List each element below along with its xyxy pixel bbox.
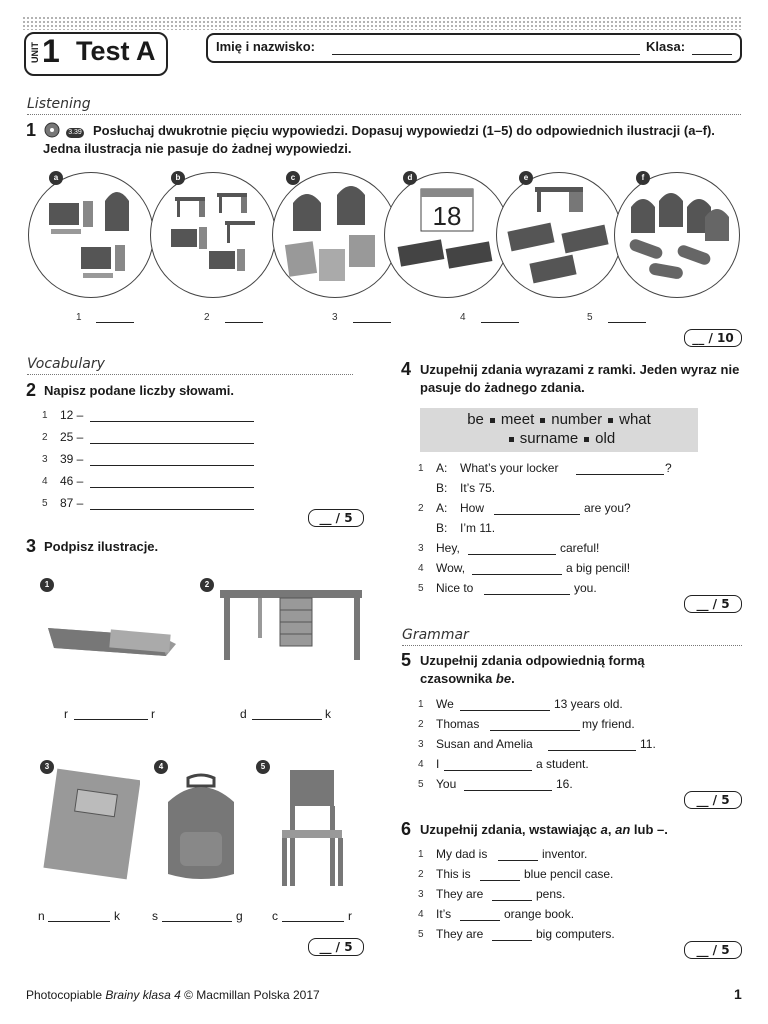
list-item [42, 408, 272, 430]
unit-label: UNIT [30, 42, 40, 64]
picture-c [272, 172, 398, 298]
name-label: Imię i nazwisko: [216, 39, 315, 54]
word: meet [500, 411, 535, 428]
list-item [418, 521, 718, 541]
q6-instruction-em: a [600, 822, 608, 837]
answer-field[interactable] [492, 940, 532, 941]
item-text: I’m 11. [460, 521, 496, 535]
footer-pre: Photocopiable [26, 988, 103, 1002]
item-text: Wow, [436, 561, 466, 575]
answer-field[interactable] [460, 920, 500, 921]
item-text: my friend. [582, 717, 635, 731]
section-vocabulary: Vocabulary [27, 356, 105, 372]
backpacks-notebooks-illustration [273, 173, 397, 297]
speaker: A: [436, 501, 448, 515]
word: surname [519, 430, 579, 447]
q5-number: 5 [401, 650, 412, 670]
picture-label: d [403, 171, 417, 185]
answer-field[interactable] [494, 514, 580, 515]
label-start: r [64, 707, 68, 721]
class-label: Klasa: [646, 39, 686, 54]
answer-field[interactable] [548, 750, 636, 751]
answer-field[interactable] [74, 719, 148, 720]
q6-instruction-text: lub –. [633, 822, 668, 837]
backpacks-pencilcases-illustration [615, 173, 739, 297]
item-text: a student. [536, 757, 589, 771]
answer-field[interactable] [90, 509, 254, 510]
footer-book: Brainy klasa 4 [105, 988, 181, 1002]
answer-field[interactable] [576, 474, 664, 475]
answer-field[interactable] [90, 421, 254, 422]
answer-field[interactable] [252, 719, 322, 720]
item-number: 1 [42, 410, 48, 421]
q4-list [418, 461, 718, 601]
item-text: blue pencil case. [524, 867, 614, 881]
answer-field[interactable] [282, 921, 344, 922]
separator-icon [509, 437, 514, 442]
answer-field[interactable] [468, 554, 556, 555]
q5-instruction-text: Uzupełnij zdania odpowiednią formą [420, 653, 645, 668]
item-number: 5 [418, 779, 424, 790]
answer-field[interactable] [353, 322, 391, 323]
item-number: 1 [418, 699, 424, 710]
item-text: They are [436, 887, 484, 901]
item-number: 4 [42, 476, 48, 487]
word: be [467, 411, 484, 428]
desk-books-illustration [497, 173, 621, 297]
label-end: g [236, 909, 243, 923]
footer-text [26, 988, 320, 1002]
q5-instruction-em: be [495, 671, 512, 686]
section-grammar: Grammar [402, 627, 469, 643]
answer-field[interactable] [48, 921, 110, 922]
answer-field[interactable] [96, 322, 134, 323]
q5-instruction: Uzupełnij zdania odpowiednią formą czasownika be. [420, 653, 645, 686]
item-number: 3 [418, 889, 424, 900]
item-text: They are [436, 927, 484, 941]
separator-icon [608, 418, 613, 423]
answer-field[interactable] [444, 770, 532, 771]
list-item [418, 561, 718, 581]
q6-instruction-em: an [615, 822, 631, 837]
answer-field[interactable] [484, 594, 570, 595]
illustration-number: 1 [40, 578, 54, 592]
list-item [418, 757, 718, 777]
list-item [418, 541, 718, 561]
q1-instruction: Posłuchaj dwukrotnie pięciu wypowiedzi. Dopasuj wypowiedzi (1–5) do odpowiednich ilustracji (a–f). Jedna ilustracja nie pasuje do żadnej wypowiedzi. [43, 123, 715, 156]
item-text: What’s your locker [460, 461, 559, 475]
list-item [42, 452, 272, 474]
item-number: 1 [418, 463, 424, 474]
item-text: You [436, 777, 457, 791]
answer-field[interactable] [492, 900, 532, 901]
illustration-number: 5 [256, 760, 270, 774]
item-text: pens. [536, 887, 566, 901]
chair-illustration [276, 768, 346, 888]
answer-field[interactable] [225, 322, 263, 323]
q6-number: 6 [401, 819, 412, 839]
picture-label: f [636, 171, 650, 185]
list-item [418, 717, 718, 737]
word-box-row [420, 430, 698, 447]
q2-instruction: Napisz podane liczby słowami. [44, 383, 234, 398]
item-number: 5 [42, 498, 48, 509]
answer-field[interactable] [90, 465, 254, 466]
separator-icon [540, 418, 545, 423]
q1-number: 1 [26, 120, 37, 140]
item-text: It’s 75. [460, 481, 496, 495]
illustration-number: 2 [200, 578, 214, 592]
q3-number: 3 [26, 536, 37, 556]
list-item [418, 887, 718, 907]
item-text: 12 – [60, 408, 84, 422]
q5-score: __ / 5 [684, 791, 742, 809]
picture-label: e [519, 171, 533, 185]
item-text: How [460, 501, 485, 515]
answer-field[interactable] [90, 487, 254, 488]
class-field[interactable] [692, 54, 732, 55]
answer-field[interactable] [162, 921, 232, 922]
q2-number: 2 [26, 380, 37, 400]
q3-score: __ / 5 [308, 938, 364, 956]
q4-score: __ / 5 [684, 595, 742, 613]
item-text: 46 – [60, 474, 84, 488]
item-text: We [436, 697, 454, 711]
picture-e [496, 172, 622, 298]
speaker: A: [436, 461, 448, 475]
item-text: 11. [640, 737, 656, 751]
item-text: are you? [584, 501, 631, 515]
list-item [42, 496, 272, 518]
item-text: It’s [436, 907, 452, 921]
q6-instruction: Uzupełnij zdania, wstawiając a, an lub –. [420, 822, 668, 837]
item-text: Nice to [436, 581, 474, 595]
picture-f [614, 172, 740, 298]
list-item [42, 474, 272, 496]
item-text: 13 years old. [554, 697, 623, 711]
section-listening: Listening [27, 96, 91, 112]
q6-instruction-text: Uzupełnij zdania, wstawiając [420, 822, 597, 837]
header-dot-band [22, 16, 742, 30]
q5-instruction-text: czasownika [420, 671, 493, 686]
item-text: inventor. [542, 847, 588, 861]
list-item [418, 927, 718, 947]
item-number: 5 [418, 583, 424, 594]
item-text: Susan and Amelia [436, 737, 533, 751]
item-number: 2 [418, 869, 424, 880]
item-number: 2 [418, 719, 424, 730]
item-number: 1 [418, 849, 424, 860]
list-item [418, 581, 718, 601]
item-text: 39 – [60, 452, 84, 466]
answer-field[interactable] [472, 574, 562, 575]
item-number: 4 [418, 909, 424, 920]
calendar-books-illustration [385, 173, 509, 297]
item-text: Hey, [436, 541, 460, 555]
item-text: ? [665, 461, 672, 475]
label-end: r [151, 707, 155, 721]
answer-field[interactable] [90, 443, 254, 444]
q6-score: __ / 5 [684, 941, 742, 959]
item-text: 25 – [60, 430, 84, 444]
q4-number: 4 [401, 359, 412, 379]
answer-number: 2 [204, 312, 210, 323]
backpack-illustration [160, 772, 242, 880]
eraser-illustration [40, 610, 180, 660]
desk-illustration [218, 588, 364, 662]
unit-number: 1 [42, 33, 60, 69]
q1-score: __ / 10 [684, 329, 742, 347]
section-divider [27, 114, 741, 115]
separator-icon [490, 418, 495, 423]
item-number: 4 [418, 563, 424, 574]
item-text: 87 – [60, 496, 84, 510]
item-number: 2 [42, 432, 48, 443]
answer-field[interactable] [498, 860, 538, 861]
item-text: I [436, 757, 440, 771]
item-text: careful! [560, 541, 600, 555]
answer-number: 3 [332, 312, 338, 323]
illustration-number: 4 [154, 760, 168, 774]
answer-number: 5 [587, 312, 593, 323]
answer-number: 1 [76, 312, 82, 323]
item-text: My dad is [436, 847, 488, 861]
section-divider [27, 374, 353, 375]
list-item [418, 777, 718, 797]
picture-label: b [171, 171, 185, 185]
word: number [551, 411, 603, 428]
list-item [418, 481, 718, 501]
answer-number: 4 [460, 312, 466, 323]
list-item [418, 867, 718, 887]
label-start: s [152, 909, 158, 923]
word-box-row [420, 411, 698, 428]
test-title: Test A [76, 36, 156, 66]
word: old [595, 430, 616, 447]
q4-instruction: Uzupełnij zdania wyrazami z ramki. Jeden wyraz nie pasuje do żadnego zdania. [420, 362, 740, 395]
item-text: you. [574, 581, 597, 595]
answer-field[interactable] [480, 880, 520, 881]
answer-field[interactable] [460, 710, 550, 711]
speaker: B: [436, 481, 448, 495]
list-item [418, 461, 718, 481]
answer-field[interactable] [608, 322, 646, 323]
list-item [418, 737, 718, 757]
picture-a [28, 172, 154, 298]
item-number: 5 [418, 929, 424, 940]
item-text: a big pencil! [566, 561, 631, 575]
list-item [42, 430, 272, 452]
item-text: This is [436, 867, 471, 881]
answer-field[interactable] [464, 790, 552, 791]
item-number: 3 [42, 454, 48, 465]
footer-post: © Macmillan Polska 2017 [184, 988, 320, 1002]
item-number: 3 [418, 739, 424, 750]
label-start: d [240, 707, 247, 721]
item-number: 4 [418, 759, 424, 770]
answer-field[interactable] [481, 322, 519, 323]
q5-list [418, 697, 718, 797]
section-divider [402, 645, 742, 646]
q6-list [418, 847, 718, 947]
label-start: n [38, 909, 45, 923]
item-text: 16. [556, 777, 573, 791]
answer-field[interactable] [490, 730, 580, 731]
item-text: big computers. [536, 927, 615, 941]
picture-label: c [286, 171, 300, 185]
name-field[interactable] [332, 54, 640, 55]
picture-label: a [49, 171, 63, 185]
separator-icon [584, 437, 589, 442]
q2-list [42, 408, 272, 518]
notebook-illustration [36, 768, 140, 880]
illustration-number: 3 [40, 760, 54, 774]
label-end: r [348, 909, 352, 923]
page-number: 1 [734, 986, 742, 1002]
speaker: B: [436, 521, 448, 535]
list-item [418, 697, 718, 717]
list-item [418, 501, 718, 521]
track-number: 3.39 [66, 128, 84, 138]
item-text: orange book. [504, 907, 575, 921]
list-item [418, 907, 718, 927]
item-number: 3 [418, 543, 424, 554]
list-item [418, 847, 718, 867]
picture-b [150, 172, 276, 298]
item-number: 2 [418, 503, 424, 514]
q3-instruction: Podpisz ilustracje. [44, 539, 159, 554]
item-text: Thomas [436, 717, 480, 731]
calendar-number: 18 [432, 201, 462, 231]
picture-d [384, 172, 510, 298]
label-end: k [114, 909, 120, 923]
label-end: k [325, 707, 331, 721]
desks-computers-illustration [151, 173, 275, 297]
label-start: c [272, 909, 278, 923]
q2-score: __ / 5 [308, 509, 364, 527]
computers-desks-illustration [29, 173, 153, 297]
word: what [619, 411, 651, 428]
